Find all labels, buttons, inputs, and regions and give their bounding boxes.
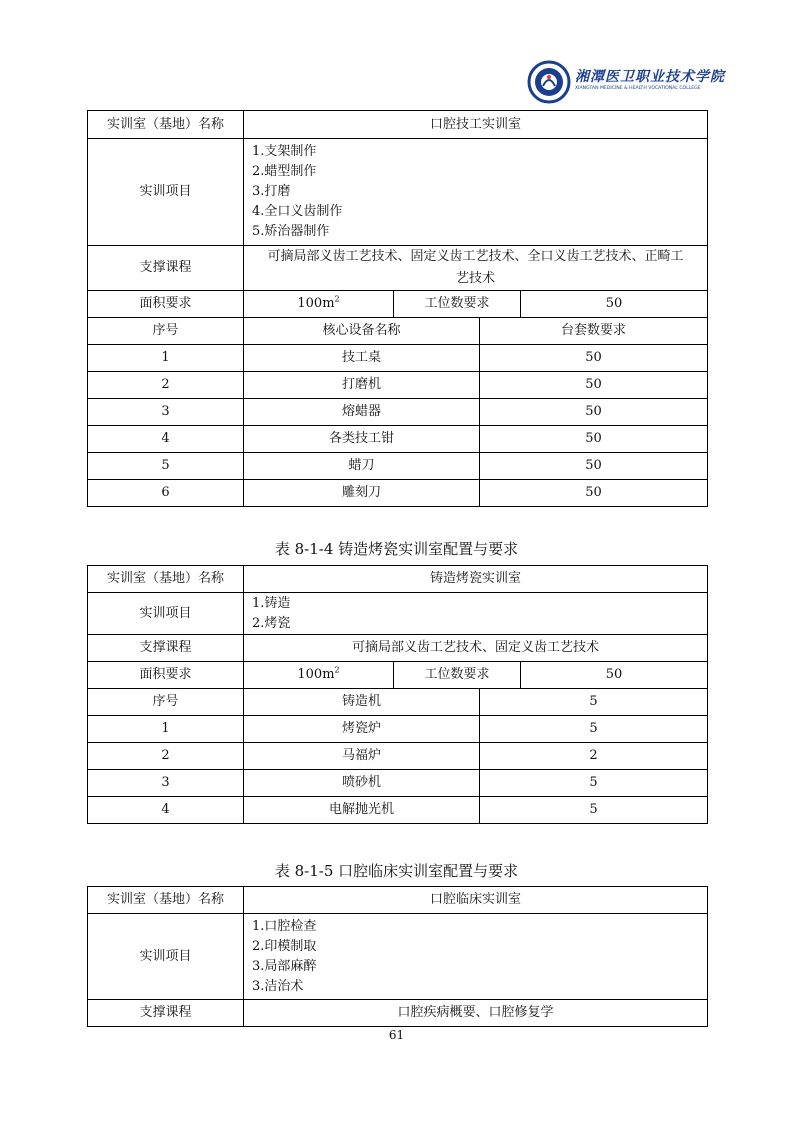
room-name: 口腔临床实训室 [244,887,708,914]
station-label: 工位数要求 [394,291,521,318]
row-no: 2 [88,743,244,770]
project-item: 2.蜡型制作 [252,164,317,179]
area-label: 面积要求 [88,662,244,689]
col-header-count: 台套数要求 [480,318,708,345]
col-header-no: 序号 [88,689,244,716]
row-no: 6 [88,480,244,507]
project-item: 1.铸造 [252,595,291,611]
projects-list [244,593,708,635]
station-value: 50 [521,291,708,318]
table-row [88,743,708,770]
course-line: 艺技术 [456,271,496,286]
row-equipment: 喷砂机 [244,770,480,797]
row-count: 50 [480,372,708,399]
projects-list [244,914,708,1000]
row-equipment: 烤瓷炉 [244,716,480,743]
table-dental-technician-lab [87,110,708,507]
area-label: 面积要求 [88,291,244,318]
row-count: 5 [480,770,708,797]
row-equipment: 雕刻刀 [244,480,480,507]
course-label: 支撑课程 [88,246,244,291]
project-item: 5.矫治器制作 [252,224,330,239]
row-equipment: 铸造机 [244,689,480,716]
table-caption: 表 8-1-5 口腔临床实训室配置与要求 [274,862,519,880]
projects-label: 实训项目 [88,139,244,246]
row-count: 5 [480,716,708,743]
table-row [88,345,708,372]
room-label: 实训室（基地）名称 [88,566,244,593]
room-label: 实训室（基地）名称 [88,887,244,914]
page-number: 61 [388,1028,405,1042]
course-value: 口腔疾病概要、口腔修复学 [244,1000,708,1027]
table-row [88,770,708,797]
table-casting-porcelain-lab [87,565,708,824]
project-item: 3.洁治术 [252,978,304,994]
table-row [88,399,708,426]
logo-chinese-name: 湘潭医卫职业技术学院 [575,69,725,85]
area-value: $100m^2$ [244,662,394,689]
row-no: 4 [88,797,244,824]
course-value: 可摘局部义齿工艺技术、固定义齿工艺技术 [244,635,708,662]
row-equipment: 打磨机 [244,372,480,399]
row-count: 50 [480,345,708,372]
area-value: $100m^2$ [244,291,394,318]
project-item: 4.全口义齿制作 [252,204,343,219]
project-item: 3.局部麻醉 [252,958,317,974]
row-equipment: 马福炉 [244,743,480,770]
row-no: 3 [88,399,244,426]
room-name: 铸造烤瓷实训室 [244,566,708,593]
room-label: 实训室（基地）名称 [88,111,244,139]
row-equipment: 蜡刀 [244,453,480,480]
table-row [88,480,708,507]
project-item: 1.口腔检查 [252,918,317,934]
station-label: 工位数要求 [394,662,521,689]
row-count: 50 [480,399,708,426]
college-emblem-icon [527,60,571,104]
course-line: 可摘局部义齿工艺技术、固定义齿工艺技术、全口义齿工艺技术、正畸工 [267,249,684,264]
row-no: 1 [88,716,244,743]
project-item: 2.印模制取 [252,938,317,954]
row-count: 5 [480,797,708,824]
row-no: 3 [88,770,244,797]
row-no: 5 [88,453,244,480]
course-label: 支撑课程 [88,1000,244,1027]
room-name: 口腔技工实训室 [244,111,708,139]
project-item: 3.打磨 [252,184,291,199]
station-value: 50 [521,662,708,689]
row-count: 5 [480,689,708,716]
row-equipment: 电解抛光机 [244,797,480,824]
table-oral-clinical-lab [87,886,708,1027]
col-header-no: 序号 [88,318,244,345]
project-item: 2.烤瓷 [252,615,291,631]
project-item: 1.支架制作 [252,144,317,159]
row-equipment: 各类技工钳 [244,426,480,453]
table-row [88,716,708,743]
table-row [88,453,708,480]
row-count: 50 [480,480,708,507]
course-value [244,246,708,291]
course-label: 支撑课程 [88,635,244,662]
row-count: 50 [480,453,708,480]
table-row [88,372,708,399]
col-header-equipment: 核心设备名称 [244,318,480,345]
table-row [88,426,708,453]
table-caption: 表 8-1-4 铸造烤瓷实训室配置与要求 [274,540,519,558]
row-no: 4 [88,426,244,453]
projects-label: 实训项目 [88,914,244,1000]
row-equipment: 技工桌 [244,345,480,372]
row-no: 2 [88,372,244,399]
row-no: 1 [88,345,244,372]
row-equipment: 熔蜡器 [244,399,480,426]
projects-label: 实训项目 [88,593,244,635]
row-count: 2 [480,743,708,770]
logo-english-name: XIANGTAN MEDICINE & HEALTH VOCATIONAL COLLEGE [575,86,701,91]
table-row [88,797,708,824]
projects-list [244,139,708,246]
row-count: 50 [480,426,708,453]
college-logo [527,60,725,104]
